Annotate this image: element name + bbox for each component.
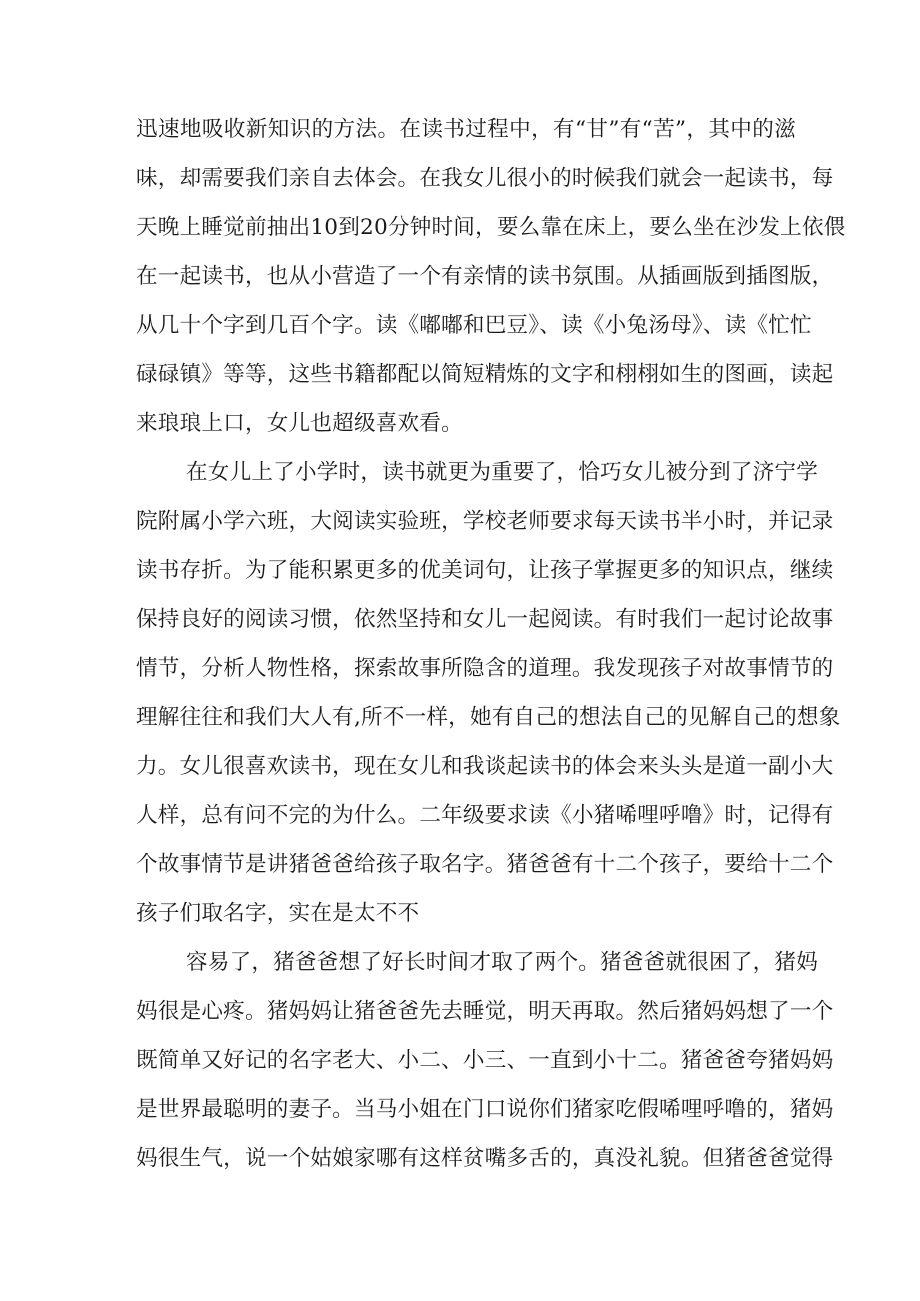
text-line: 碌碌镇》等等，这些书籍都配以简短精炼的文字和栩栩如生的图画，读起 [136, 362, 834, 387]
text-line: 保持良好的阅读习惯，依然坚持和女儿一起阅读。有时我们一起讨论故事 [136, 607, 834, 632]
text-line: 人样，总有问不完的为什么。二年级要求读《小猪唏哩呼噜》时，记得有 [136, 803, 834, 828]
text-line: 情节，分析人物性格，探索故事所隐含的道理。我发现孩子对故事情节的 [136, 656, 834, 681]
text-line: 读书存折。为了能积累更多的优美词句，让孩子掌握更多的知识点，继续 [136, 558, 834, 583]
text-line: 容易了，猪爸爸想了好长时间才取了两个。猪爸爸就很困了，猪妈 [186, 950, 819, 975]
text-line: 妈很是心疼。猪妈妈让猪爸爸先去睡觉，明天再取。然后猪妈妈想了一个 [136, 999, 834, 1024]
text-line: 既简单又好记的名字老大、小二、小三、一直到小十二。猪爸爸夸猪妈妈 [136, 1048, 834, 1073]
text-line: 孩子们取名字，实在是太不不 [136, 901, 420, 926]
text-line: 从几十个字到几百个字。读《嘟嘟和巴豆》、读《小兔汤母》、读《忙忙 [136, 313, 812, 338]
text-line: 迅速地吸收新知识的方法。在读书过程中，有“甘”有“苦”，其中的滋 [136, 117, 796, 142]
text-line: 个故事情节是讲猪爸爸给孩子取名字。猪爸爸有十二个孩子，要给十二个 [136, 852, 834, 877]
text-line: 妈很生气，说一个姑娘家哪有这样贫嘴多舌的，真没礼貌。但猪爸爸觉得 [136, 1146, 834, 1171]
text-line: 是世界最聪明的妻子。当马小姐在门口说你们猪家吃假唏哩呼噜的，猪妈 [136, 1097, 834, 1122]
text-line: 来琅琅上口，女儿也超级喜欢看。 [136, 411, 463, 436]
text-line: 力。女儿很喜欢读书，现在女儿和我谈起读书的体会来头头是道一副小大 [136, 754, 834, 779]
text-line: 理解往往和我们大人有,所不一样，她有自己的想法自己的见解自己的想象 [136, 705, 841, 730]
text-line: 天晚上睡觉前抽出10到20分钟时间，要么靠在床上，要么坐在沙发上依偎 [136, 215, 846, 240]
text-line: 在女儿上了小学时，读书就更为重要了，恰巧女儿被分到了济宁学 [186, 460, 819, 485]
text-line: 在一起读书，也从小营造了一个有亲情的读书氛围。从插画版到插图版， [136, 264, 834, 289]
text-line: 味，却需要我们亲自去体会。在我女儿很小的时候我们就会一起读书，每 [136, 166, 834, 191]
text-line: 院附属小学六班，大阅读实验班，学校老师要求每天读书半小时，并记录 [136, 509, 834, 534]
